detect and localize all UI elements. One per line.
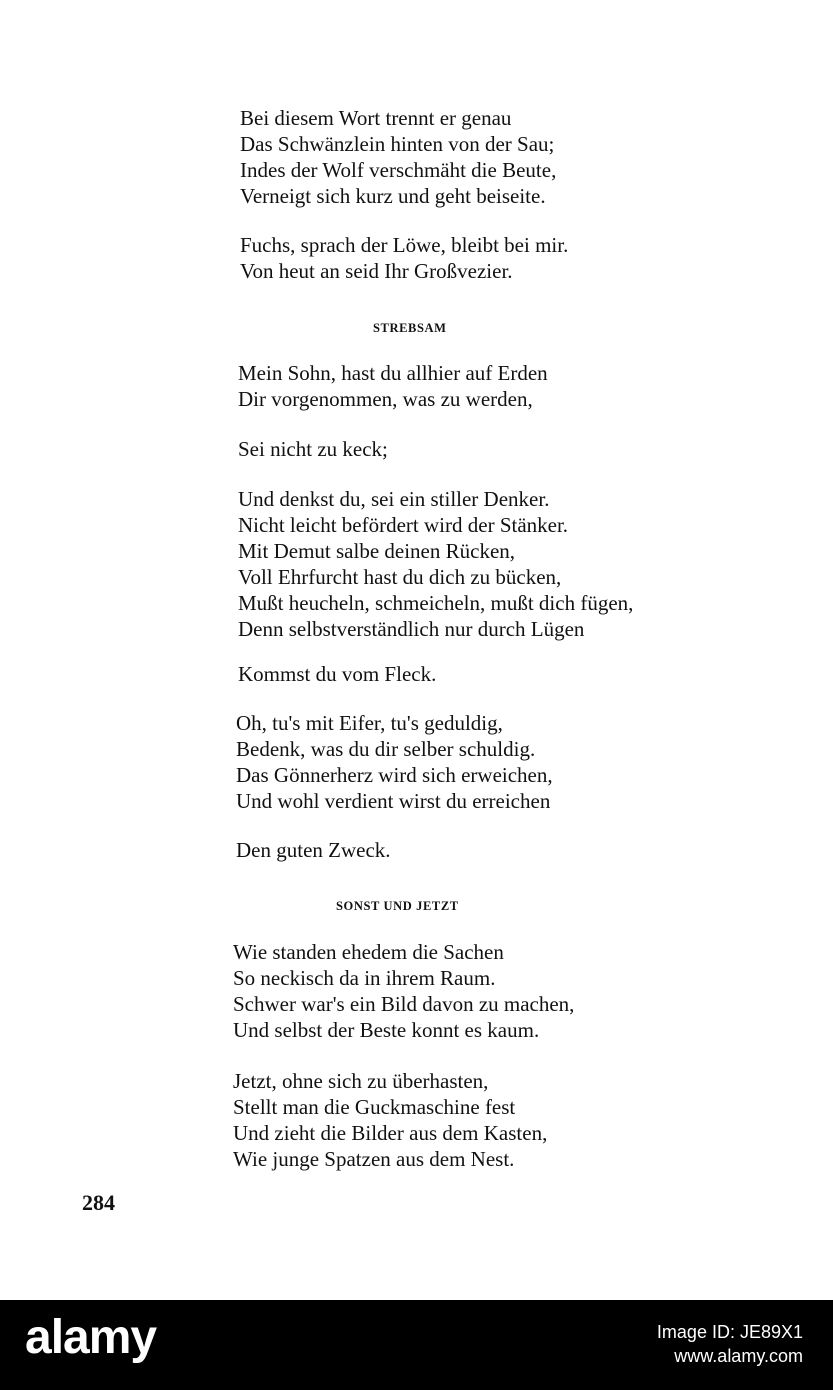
verse-line: Voll Ehrfurcht hast du dich zu bücken, bbox=[238, 565, 562, 589]
verse-line: Dir vorgenommen, was zu werden, bbox=[238, 387, 533, 411]
page-number: 284 bbox=[82, 1190, 115, 1215]
watermark-footer bbox=[0, 1300, 833, 1390]
verse-line: Und wohl verdient wirst du erreichen bbox=[236, 789, 551, 813]
verse-line: Mußt heucheln, schmeicheln, mußt dich fügen, bbox=[238, 591, 634, 615]
verse-line: Indes der Wolf verschmäht die Beute, bbox=[240, 158, 557, 182]
verse-line: Den guten Zweck. bbox=[236, 838, 391, 862]
verse-line: Und zieht die Bilder aus dem Kasten, bbox=[233, 1121, 548, 1145]
verse-line: Und denkst du, sei ein stiller Denker. bbox=[238, 487, 550, 511]
image-id-block bbox=[657, 1320, 803, 1368]
verse-line: Nicht leicht befördert wird der Stänker. bbox=[238, 513, 569, 537]
verse-line: Das Schwänzlein hinten von der Sau; bbox=[240, 132, 555, 156]
verse-line: Jetzt, ohne sich zu überhasten, bbox=[233, 1069, 489, 1093]
verse-line: Von heut an seid Ihr Großvezier. bbox=[240, 259, 513, 283]
verse-line: Wie standen ehedem die Sachen bbox=[233, 940, 504, 964]
verse-line: Fuchs, sprach der Löwe, bleibt bei mir. bbox=[240, 233, 569, 257]
alamy-logo: alamy bbox=[25, 1311, 157, 1364]
verse-line: Verneigt sich kurz und geht beiseite. bbox=[240, 184, 546, 208]
verse-line: Kommst du vom Fleck. bbox=[238, 662, 437, 686]
image-id-label: Image ID: JE89X1 bbox=[656, 1322, 803, 1342]
verse-line: Wie junge Spatzen aus dem Nest. bbox=[233, 1147, 515, 1171]
verse-line: Und selbst der Beste konnt es kaum. bbox=[233, 1018, 540, 1042]
verse-line: Mein Sohn, hast du allhier auf Erden bbox=[238, 361, 548, 385]
verse-line: Oh, tu's mit Eifer, tu's geduldig, bbox=[236, 711, 503, 735]
verse-line: Sei nicht zu keck; bbox=[238, 437, 388, 461]
verse-line: Das Gönnerherz wird sich erweichen, bbox=[236, 763, 553, 787]
verse-line: Bei diesem Wort trennt er genau bbox=[240, 106, 512, 130]
verse-line: Stellt man die Guckmaschine fest bbox=[233, 1095, 516, 1119]
poem-title: SONST UND JETZT bbox=[336, 899, 459, 913]
site-url: www.alamy.com bbox=[674, 1346, 803, 1366]
verse-line: Mit Demut salbe deinen Rücken, bbox=[238, 539, 516, 563]
verse-line: Schwer war's ein Bild davon zu machen, bbox=[233, 992, 575, 1016]
poem-title: STREBSAM bbox=[373, 321, 447, 335]
verse-line: Bedenk, was du dir selber schuldig. bbox=[236, 737, 536, 761]
verse-line: Denn selbstverständlich nur durch Lügen bbox=[238, 617, 585, 641]
verse-line: So neckisch da in ihrem Raum. bbox=[233, 966, 496, 990]
